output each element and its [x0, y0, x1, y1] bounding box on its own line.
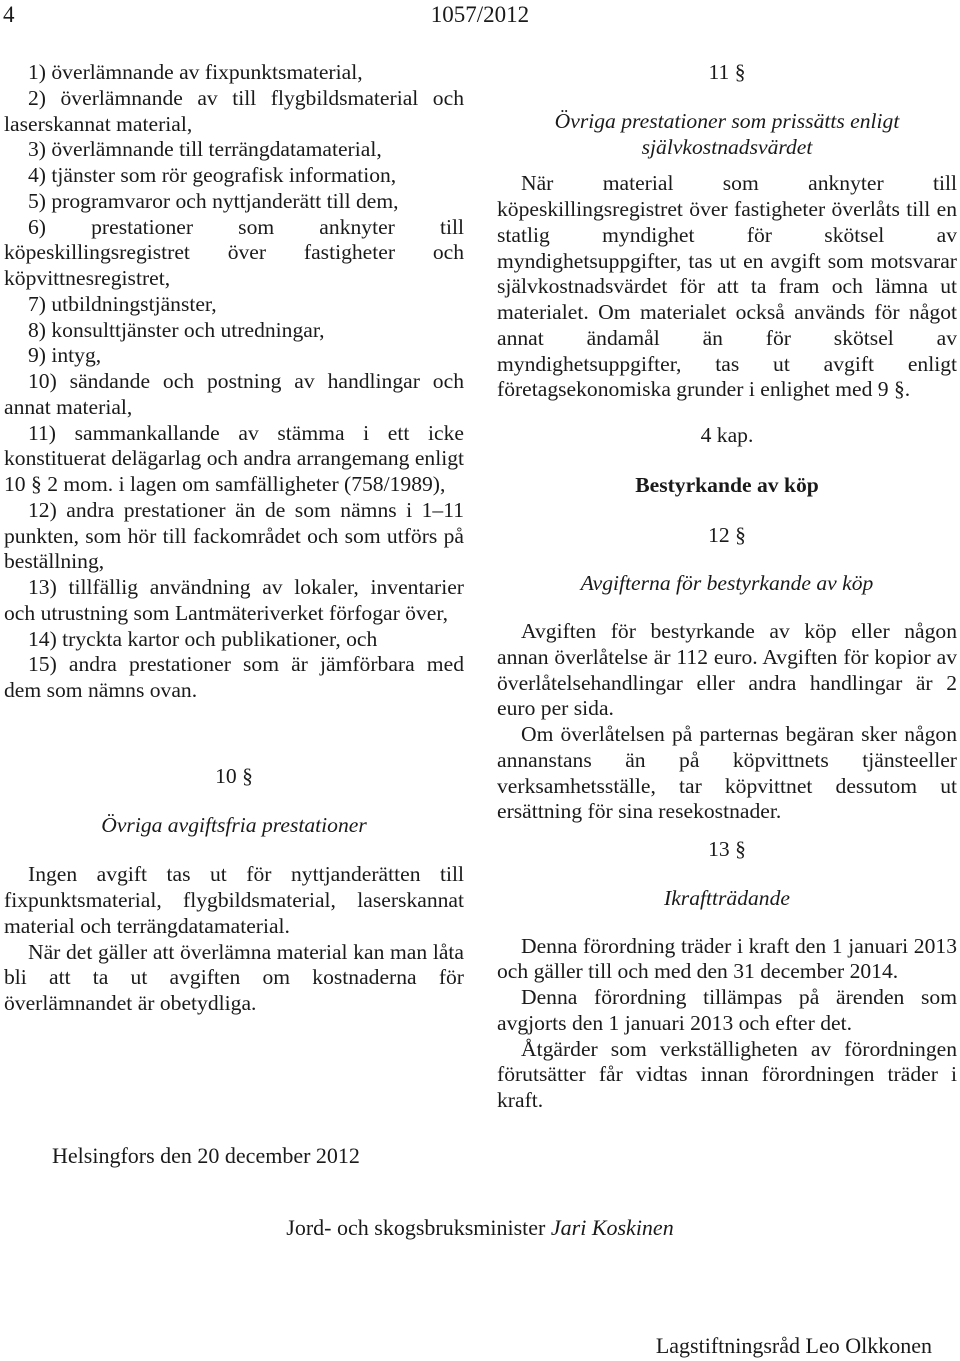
list-item: 7) utbildningstjänster,	[28, 291, 217, 316]
list-item: 5) programvaror och nyttjanderätt till dem,	[28, 188, 399, 213]
right-column	[497, 60, 957, 1114]
section-number: 13 §	[708, 837, 746, 861]
list-item: 1) överlämnande av fixpunktsmaterial,	[28, 60, 363, 84]
paragraph: Avgiften för bestyrkande av köp eller någon annan överlåtelse är 112 euro. Avgiften för kopior av överlåtelsehandlingar eller andra handlingar är 2 euro per sida.	[497, 619, 957, 721]
paragraph: Om överlåtelsen på parternas begäran sker någon annanstans än på köpvittnets tjänsteeller verksamhetsställe, tar köpvittnet dessutom ut ersättning för sina resekostnader.	[497, 722, 957, 824]
service-list	[4, 60, 464, 704]
list-item: 15) andra prestationer som är jämförbara med dem som nämns ovan.	[4, 652, 464, 702]
section-title: Övriga prestationer som prissätts enligt självkostnadsvärdet	[554, 108, 900, 159]
list-item: 3) överlämnande till terrängdatamaterial,	[28, 137, 382, 162]
paragraph: Åtgärder som verkställigheten av förordningen förutsätter får vidtas innan förordningen träder i kraft.	[497, 1036, 957, 1112]
paragraph: När material som anknyter till köpeskillingsregistret över fastigheter överlåts till en statlig myndighet för skötsel av myndighetsuppgifter, tas ut en avgift som motsvarar självkostnadsvärdet för att ta fram och lämna ut materialet. Om materialet också används för något annat ändamål än för skötsel av myndighetsuppgifter, tas ut avgift enligt företagsekonomiska grunder i enlighet med 9 §.	[497, 171, 957, 402]
list-item: 8) konsulttjänster och utredningar,	[28, 317, 325, 342]
list-item: 6) prestationer som anknyter till köpeskillingsregistret över fastigheter och köpvittnesregistret,	[4, 214, 464, 290]
list-item: 10) sändande och postning av handlingar och annat material,	[4, 369, 464, 419]
signature-minister	[0, 1215, 960, 1241]
section-number: 10 §	[215, 763, 253, 788]
page-number: 4	[3, 2, 15, 27]
section-title: Avgifterna för bestyrkande av köp	[580, 571, 874, 596]
paragraph: Denna förordning tillämpas på ärenden som avgjorts den 1 januari 2013 och efter det.	[497, 985, 957, 1035]
list-item: 11) sammankallande av stämma i ett icke konstituerat delägarlag och andra arrangemang enligt 10 § 2 mom. i lagen om samfälligheter (758/1989),	[4, 420, 464, 496]
section-title: Ikraftträdande	[664, 885, 790, 910]
paragraph: Denna förordning träder i kraft den 1 januari 2013 och gäller till och med den 31 december 2014.	[497, 933, 957, 984]
paragraph: När det gäller att överlämna material kan man låta bli att ta ut avgiften om kostnaderna för överlämnandet är obetydliga.	[4, 939, 464, 1015]
signature-place-date: Helsingfors den 20 december 2012	[52, 1143, 360, 1168]
section-number: 12 §	[708, 522, 746, 547]
section-number: 11 §	[708, 60, 746, 84]
minister-name: Jari Koskinen	[550, 1215, 674, 1240]
left-column	[4, 60, 464, 1017]
list-item: 9) intyg,	[28, 343, 102, 368]
statute-reference: 1057/2012	[430, 2, 530, 27]
chapter-number: 4 kap.	[700, 423, 754, 447]
section-title: Övriga avgiftsfria prestationer	[101, 812, 367, 837]
list-item: 13) tillfällig användning av lokaler, inventarier och utrustning som Lantmäteriverket förfogar över,	[4, 575, 464, 625]
list-item: 4) tjänster som rör geografisk information,	[28, 163, 397, 187]
chapter-title: Bestyrkande av köp	[635, 472, 819, 497]
list-item: 12) andra prestationer än de som nämns i 1–11 punkten, som hör till fackområdet och som utförs på beställning,	[4, 497, 464, 574]
minister-title: Jord- och skogsbruksminister	[286, 1215, 551, 1240]
signature-counsel: Lagstiftningsråd Leo Olkkonen	[655, 1333, 932, 1358]
list-item: 2) överlämnande av till flygbildsmaterial och laserskannat material,	[4, 85, 464, 136]
list-item: 14) tryckta kartor och publikationer, och	[28, 626, 378, 651]
paragraph: Ingen avgift tas ut för nyttjanderätten till fixpunktsmaterial, flygbildsmaterial, laserskannat material och terrängdatamaterial.	[4, 862, 464, 938]
